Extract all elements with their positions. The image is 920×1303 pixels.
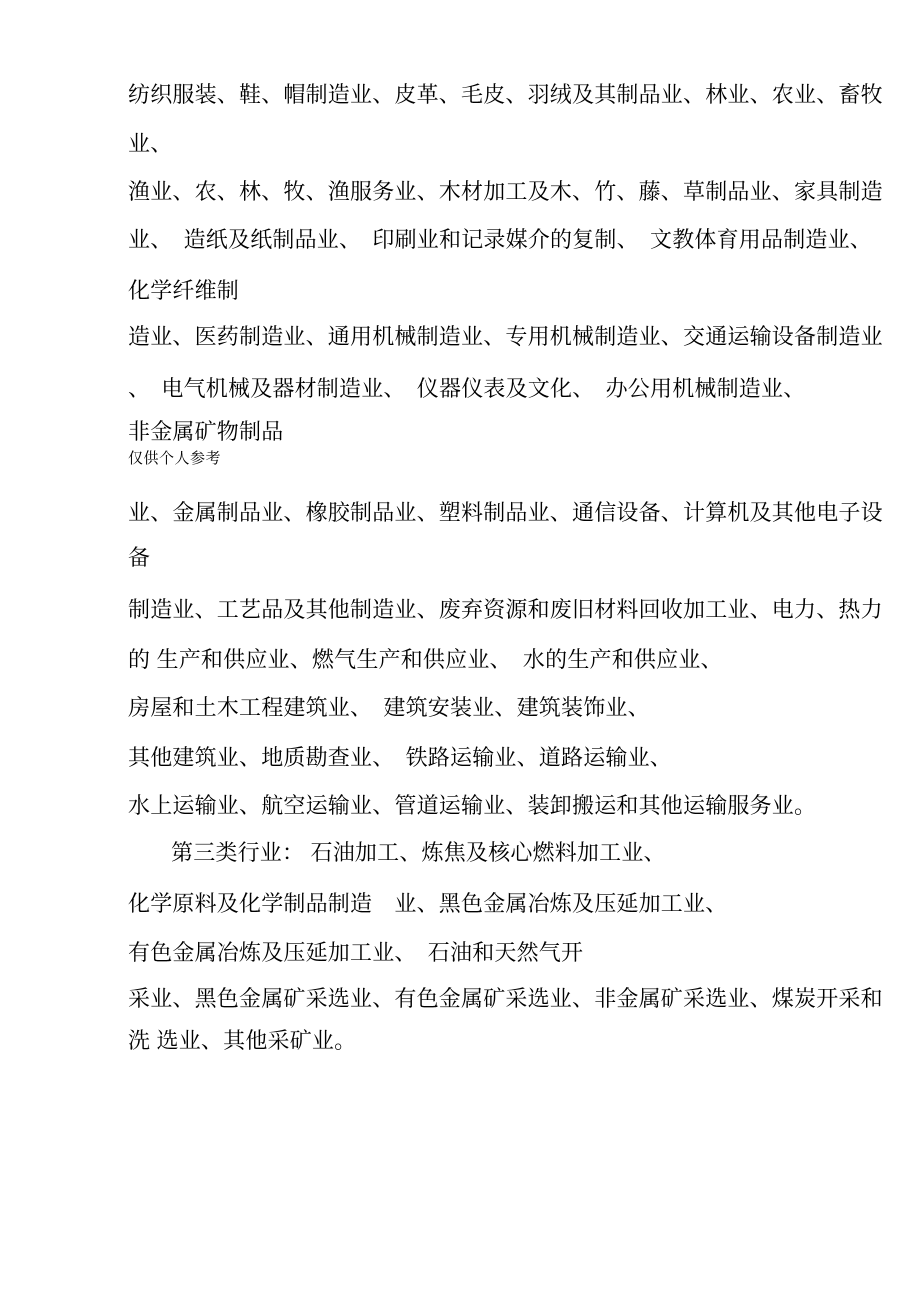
text-line: 房屋和土木工程建筑业、 建筑安装业、建筑装饰业、	[128, 695, 650, 720]
text-line: 有色金属冶炼及压延加工业、 石油和天然气开	[128, 940, 584, 965]
text-line: 业、 造纸及纸制品业、 印刷业和记录媒介的复制、 文教体育用品制造业、	[128, 227, 873, 252]
third-category-heading-line: 第三类行业： 石油加工、炼焦及核心燃料加工业、	[171, 840, 666, 865]
text-line: 造业、医药制造业、通用机械制造业、专用机械制造业、交通运输设备制造业	[128, 324, 883, 349]
text-line: 业、金属制品业、橡胶制品业、塑料制品业、通信设备、计算机及其他电子设	[128, 500, 883, 525]
text-line: 业、	[128, 131, 173, 156]
text-line: 其他建筑业、地质勘查业、 铁路运输业、道路运输业、	[128, 745, 673, 770]
text-line: 纺织服装、鞋、帽制造业、皮革、毛皮、羽绒及其制品业、林业、农业、畜牧	[128, 82, 883, 107]
personal-reference-note: 仅供个人参考	[128, 450, 222, 467]
text-line: 的 生产和供应业、燃气生产和供应业、 水的生产和供应业、	[128, 647, 723, 672]
text-line: 备	[128, 545, 151, 570]
text-line: 制造业、工艺品及其他制造业、废弃资源和废旧材料回收加工业、电力、热力	[128, 597, 883, 622]
text-line: 、 电气机械及器材制造业、 仪器仪表及文化、 办公用机械制造业、	[128, 376, 806, 401]
text-line: 化学纤维制	[128, 278, 240, 303]
text-line: 渔业、农、林、牧、渔服务业、木材加工及木、竹、藤、草制品业、家具制造	[128, 179, 883, 204]
text-line: 洗 选业、其他采矿业。	[128, 1028, 357, 1053]
text-line: 水上运输业、航空运输业、管道运输业、装卸搬运和其他运输服务业。	[128, 793, 817, 818]
text-line: 化学原料及化学制品制造 业、黑色金属冶炼及压延加工业、	[128, 891, 728, 916]
text-line: 采业、黑色金属矿采选业、有色金属矿采选业、非金属矿采选业、煤炭开采和	[128, 986, 883, 1011]
text-line: 非金属矿物制品	[128, 419, 284, 444]
